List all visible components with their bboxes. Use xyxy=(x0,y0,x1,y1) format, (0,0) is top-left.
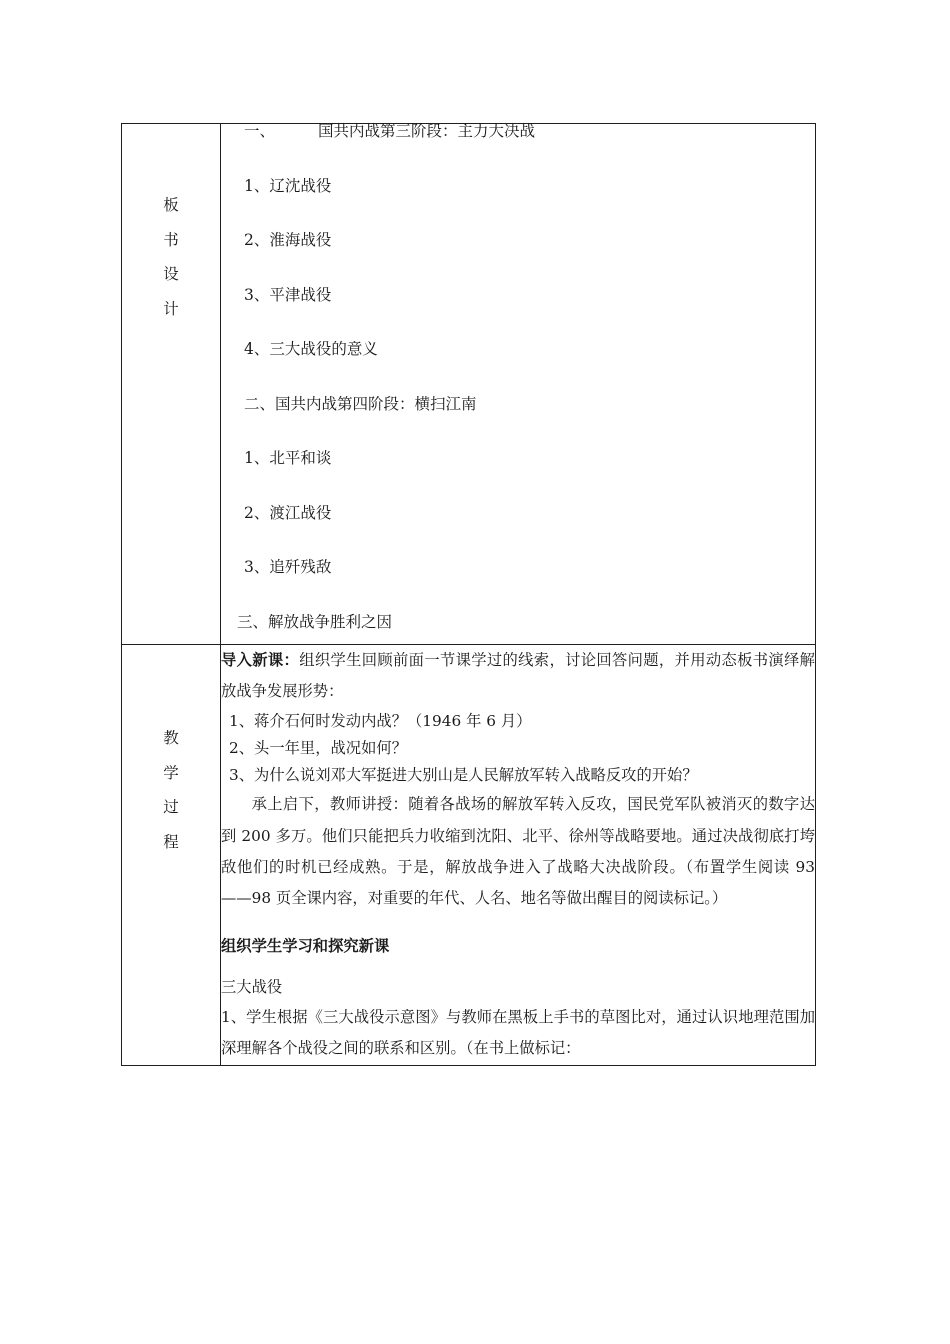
label-char: 计 xyxy=(163,299,179,318)
label-char: 学 xyxy=(163,763,179,782)
activity-paragraph: 1、学生根据《三大战役示意图》与教师在黑板上手书的草图比对，通过认识地理范围加深理解各个战役之间的联系和区别。（在书上做标记： xyxy=(221,1007,815,1058)
heading-2-number: 二、 xyxy=(244,394,276,413)
row-label-blackboard-design xyxy=(122,124,221,645)
blackboard-heading-1 xyxy=(221,124,815,140)
lesson-plan-table xyxy=(121,123,816,1066)
blackboard-design-content xyxy=(221,124,816,645)
item-number: 1、 xyxy=(244,176,270,195)
blackboard-item xyxy=(221,342,815,358)
table-row xyxy=(122,645,816,1066)
blackboard-item xyxy=(221,176,815,195)
item-number: 2、 xyxy=(244,503,270,522)
item-text: 平津战役 xyxy=(269,285,332,304)
paragraph-spacer xyxy=(221,961,815,973)
intro-paragraph xyxy=(221,645,815,708)
table-row xyxy=(122,124,816,645)
item-text: 北平和谈 xyxy=(269,449,332,467)
label-char: 过 xyxy=(163,798,179,816)
item-number: 2、 xyxy=(244,231,270,249)
label-char: 书 xyxy=(163,230,179,249)
discussion-question: 1、蒋介石何时发动内战？（1946 年 6 月） xyxy=(229,711,532,730)
blackboard-item xyxy=(221,285,815,304)
heading-2-text: 国共内战第四阶段：横扫江南 xyxy=(275,394,477,413)
label-char: 教 xyxy=(163,729,179,747)
item-text: 渡江战役 xyxy=(269,503,332,522)
item-number: 3、 xyxy=(244,558,270,576)
label-char: 程 xyxy=(163,832,179,851)
lecture-paragraph: 承上启下，教师讲授：随着各战场的解放军转入反攻，国民党军队被消灭的数字达到 200 多万。他们只能把兵力收缩到沈阳、北平、徐州等战略要地。通过决战彻底打垮敌他们的时机已经成熟。于是，解放战争进入了战略大决战阶段。（布置学生阅读 93——98 页全课内容，对重要的年代、人名、地名等做出醒目的阅读标记。） xyxy=(221,795,815,908)
blackboard-item xyxy=(221,451,815,467)
item-text: 辽沈战役 xyxy=(269,176,332,195)
intro-label: 导入新课： xyxy=(221,651,300,669)
item-number: 1、 xyxy=(244,449,270,467)
blackboard-item xyxy=(221,503,815,522)
subsection-heading: 三大战役 xyxy=(221,977,283,996)
discussion-question: 3、为什么说刘邓大军挺进大别山是人民解放军转入战略反攻的开始？ xyxy=(229,766,698,785)
discussion-question: 2、头一年里，战况如何？ xyxy=(229,738,407,757)
row-label-teaching-process xyxy=(122,645,221,1066)
label-char: 设 xyxy=(163,265,179,283)
blackboard-heading-3: 三、解放战争胜利之因 xyxy=(237,612,393,631)
teaching-process-content xyxy=(221,645,816,1066)
blackboard-heading-2 xyxy=(221,394,815,413)
heading-1-number: 一、 xyxy=(244,122,276,140)
item-text: 淮海战役 xyxy=(269,231,332,249)
item-text: 三大战役的意义 xyxy=(269,340,378,358)
blackboard-item xyxy=(221,233,815,249)
label-char: 板 xyxy=(163,196,179,214)
section-heading: 组织学生学习和探究新课 xyxy=(221,936,390,955)
item-number: 4、 xyxy=(244,340,270,358)
blackboard-item xyxy=(221,560,815,576)
item-text: 追歼残敌 xyxy=(269,558,332,576)
intro-text: 组织学生回顾前面一节课学过的线索，讨论回答问题，并用动态板书演绎解放战争发展形势： xyxy=(221,651,815,701)
paragraph-spacer xyxy=(221,915,815,932)
heading-1-text: 国共内战第三阶段：主力大决战 xyxy=(318,122,536,140)
item-number: 3、 xyxy=(244,285,270,304)
